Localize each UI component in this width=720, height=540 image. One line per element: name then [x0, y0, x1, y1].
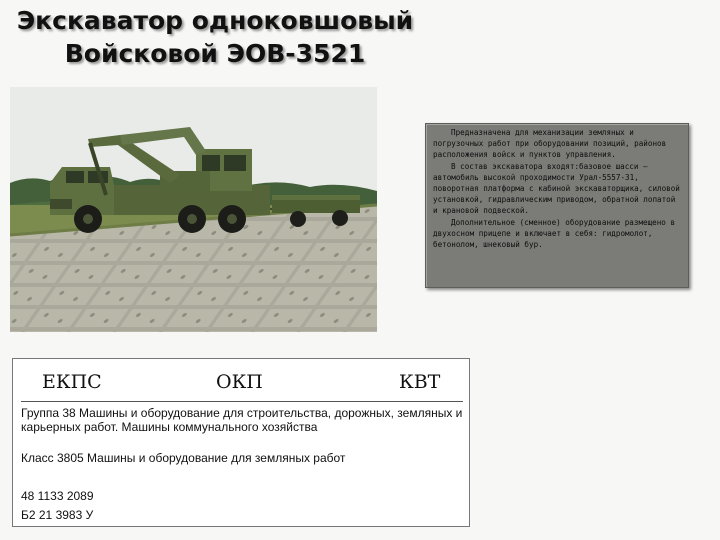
- classification-group: Группа 38 Машины и оборудование для строительства, дорожных, земляных и карьерных работ. Машины коммунального хозяйства: [21, 406, 463, 434]
- classification-number-1: 48 1133 2089: [21, 489, 94, 503]
- classification-number-2: Б2 21 3983 У: [21, 508, 94, 522]
- code-ekps: ЕКПС: [42, 371, 102, 393]
- classification-codes: [13, 371, 469, 395]
- page-title: [10, 4, 420, 70]
- code-kvt: КВТ: [399, 371, 441, 393]
- classification-class: Класс 3805 Машины и оборудование для земляных работ: [21, 451, 346, 465]
- excavator-photo: [10, 87, 377, 332]
- classification-box: [12, 358, 470, 527]
- description-purpose: Предназначена для механизации земляных и погрузочных работ при оборудовании позиций, районов расположения войск и пунктов управления.: [433, 128, 667, 160]
- description-equipment: Дополнительное (сменное) оборудование размещено в двухосном прицепе и включает в себя: гидромолот, бетонолом, шнековый бур.: [433, 217, 676, 250]
- divider: [21, 401, 463, 402]
- excavator-illustration: [10, 87, 377, 332]
- title-line-1: Экскаватор одноковшовый: [16, 6, 414, 35]
- description-composition: В состав экскаватора входят:базовое шасси – автомобиль высокой проходимости Урал-5557-31, поворотная платформа с кабиной экскаваторщика, силовой установкой, гидравлическим приводом, обратной лопатой и крановой подвеской.: [433, 161, 680, 216]
- code-okp: ОКП: [216, 371, 263, 393]
- description-box: [425, 123, 689, 288]
- title-line-2: Войсковой ЭОВ-3521: [64, 39, 366, 68]
